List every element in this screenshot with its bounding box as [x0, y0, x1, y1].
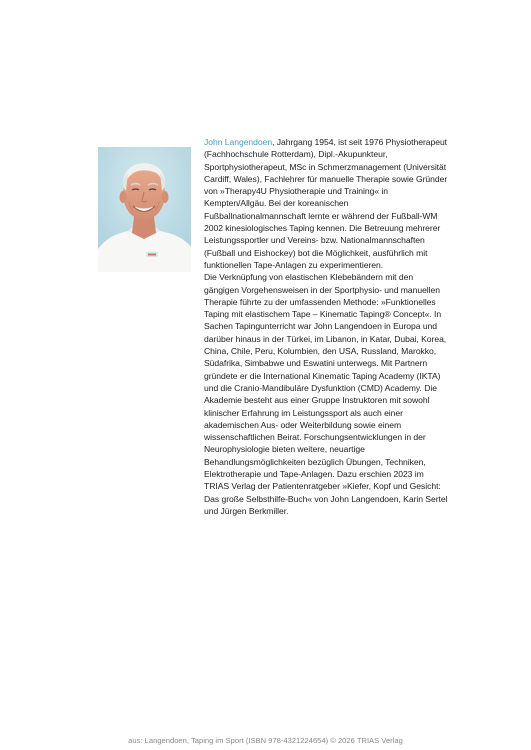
- author-portrait-image: [98, 147, 191, 272]
- author-biography: [204, 136, 448, 517]
- biography-paragraph-1-text: , Jahrgang 1954, ist seit 1976 Physiotherapeut (Fachhochschule Rotterdam), Dipl.-Akupunkteur, Sportphysiotherapeut, MSc in Schmerzmanagement (Universität Cardiff, Wales), Fachlehrer für manuelle Therapie sowie Gründer von »Therapy4U Physiotherapie und Training« in Kempten/Allgäu. Bei der koreanischen Fußballnationalmannschaft lernte er während der Fußball-WM 2002 kinesiologisches Taping kennen. Die Betreuung mehrerer Leistungssportler und Vereins- bzw. Nationalmannschaften (Fußball und Eishockey) bot die Möglichkeit, ausführlich mit funktionellen Tape-Anlagen zu experimentieren.: [204, 137, 448, 270]
- source-footer: aus: Langendoen, Taping im Sport (ISBN 978-4321224654) © 2026 TRIAS Verlag: [128, 736, 403, 745]
- author-photo: [98, 147, 191, 272]
- biography-paragraph-1: [204, 136, 448, 271]
- biography-paragraph-2: Die Verknüpfung von elastischen Klebebändern mit den gängigen Vorgehensweisen in der Sportphysio- und manuellen Therapie führte zu der umfassenden Methode: »Funktionelles Taping mit elastischem Tape – Kinematic Taping® Concept«. In Sachen Tapingunterricht war John Langendoen in Europa und darüber hinaus in der Türkei, im Libanon, in Katar, Dubai, Korea, China, Chile, Peru, Kolumbien, den USA, Russland, Marokko, Südafrika, Simbabwe und Eswatini unterwegs. Mit Partnern gründete er die International Kinematic Taping Academy (IKTA) und die Cranio-Mandibuläre Dysfunktion (CMD) Academy. Die Akademie besteht aus einer Gruppe Instruktoren mit sowohl klinischer Erfahrung im Leistungssport als auch einer akademischen Aus- oder Weiterbildung sowie einem wissenschaftlichen Beirat. Forschungsentwicklungen in der Neurophysiologie bieten weitere, neuartige Behandlungsmöglichkeiten bezüglich Übungen, Techniken, Elektrotherapie und Tape-Anlagen. Dazu erschien 2023 im TRIAS Verlag der Patientenratgeber »Kiefer, Kopf und Gesicht: Das große Selbsthilfe-Buch« von John Langendoen, Karin Sertel und Jürgen Berkmiller.: [204, 272, 448, 516]
- author-name: John Langendoen: [204, 137, 273, 147]
